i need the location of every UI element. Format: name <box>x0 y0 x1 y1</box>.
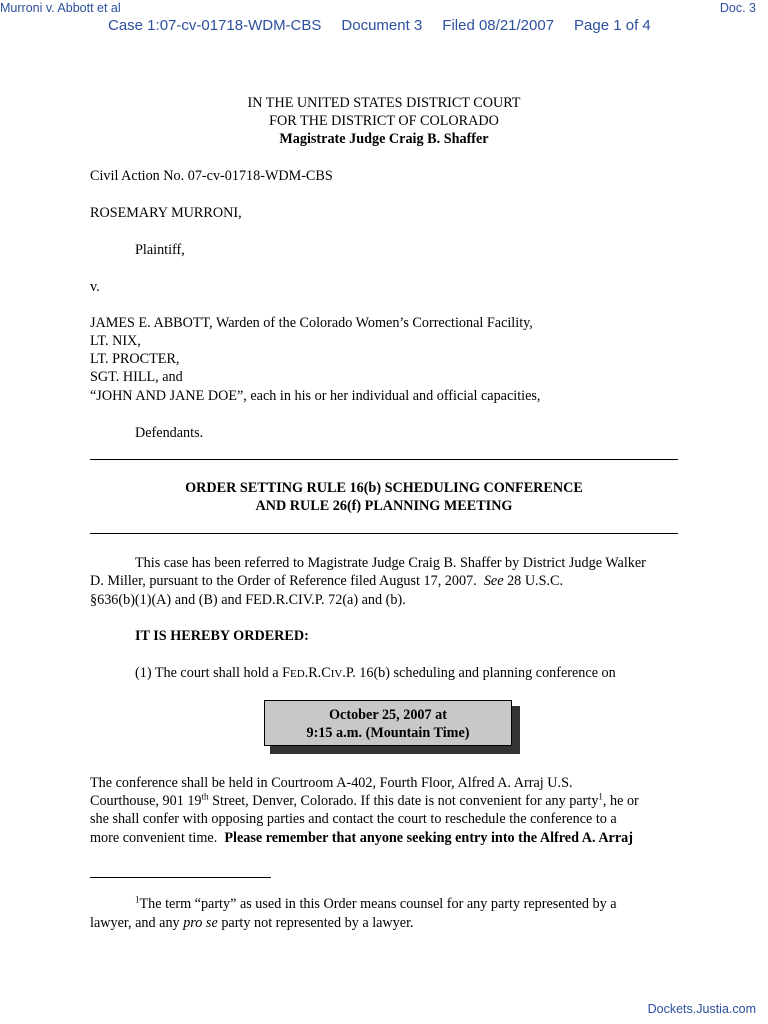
stamp-page: Page 1 of 4 <box>574 17 651 34</box>
para2-text-b: Street, Denver, Colorado. If this date is not convenient for any party <box>208 793 599 809</box>
footnote-text-b: party not represented by a lawyer. <box>217 915 414 931</box>
plaintiff-label: Plaintiff, <box>135 242 185 258</box>
judge-name: Magistrate Judge Craig B. Shaffer <box>279 131 489 147</box>
footnote-text: The term “party” as used in this Order means counsel for any party represented by a <box>139 896 617 912</box>
para1-citation: 28 U.S.C. <box>503 573 564 589</box>
divider-bottom <box>90 533 678 534</box>
stamp-document: Document 3 <box>341 17 423 34</box>
footnote-mark: 1 <box>135 894 140 905</box>
filing-stamp <box>108 17 671 34</box>
case-name-link[interactable]: Murroni v. Abbott et al <box>0 1 121 15</box>
see-signal: See <box>483 573 504 589</box>
para2-line-2 <box>90 792 639 810</box>
defendant-line: LT. NIX, <box>90 333 141 349</box>
plaintiff-name: ROSEMARY MURRONI, <box>90 205 242 221</box>
court-line-1: IN THE UNITED STATES DISTRICT COURT <box>247 95 521 111</box>
para2-text-a: Courthouse, 901 19 <box>90 793 202 809</box>
datebox-date: October 25, 2007 at <box>329 707 447 723</box>
para1-text: D. Miller, pursuant to the Order of Reference filed August 17, 2007. <box>90 573 477 589</box>
para2-line-3: she shall confer with opposing parties and contact the court to reschedule the conference to a <box>90 811 617 827</box>
footnote-text-a: lawyer, and any <box>90 915 184 931</box>
doc-link[interactable]: Doc. 3 <box>719 1 756 15</box>
footnote-pro-se: pro se <box>183 915 218 931</box>
item1-mid: .R.C <box>304 665 331 681</box>
divider-top <box>90 459 678 460</box>
stamp-case: Case 1:07-cv-01718-WDM-CBS <box>108 17 322 34</box>
footnote-divider <box>90 877 271 878</box>
footnote-ref: 1 <box>598 791 603 802</box>
conference-datebox <box>264 700 512 746</box>
item1-iv: IV <box>330 668 343 680</box>
footnote-line-1 <box>135 895 617 913</box>
defendant-line: JAMES E. ABBOTT, Warden of the Colorado Women’s Correctional Facility, <box>90 315 533 331</box>
defendant-line: SGT. HILL, and <box>90 369 183 385</box>
defendant-line: LT. PROCTER, <box>90 351 180 367</box>
stamp-filed: Filed 08/21/2007 <box>442 17 555 34</box>
court-line-2: FOR THE DISTRICT OF COLORADO <box>269 113 499 129</box>
defendants-label: Defendants. <box>135 425 204 441</box>
item1-prefix: (1) The court shall hold a F <box>135 665 290 681</box>
order-title-line-1: ORDER SETTING RULE 16(b) SCHEDULING CONFERENCE <box>185 480 583 496</box>
para2-bold: Please remember that anyone seeking entry into the Alfred A. Arraj <box>224 830 633 846</box>
para2-text-c: , he or <box>602 793 639 809</box>
ordinal-sup: th <box>201 791 209 802</box>
para2-text-d: more convenient time. <box>90 830 225 846</box>
para1-line-3: §636(b)(1)(A) and (B) and FED.R.CIV.P. 72(a) and (b). <box>90 592 406 608</box>
ordered-heading: IT IS HEREBY ORDERED: <box>135 628 309 644</box>
civil-action: Civil Action No. 07-cv-01718-WDM-CBS <box>90 168 333 184</box>
para2-line-4 <box>90 829 633 847</box>
item1-ed: ED <box>289 668 305 680</box>
datebox-time: 9:15 a.m. (Mountain Time) <box>306 725 470 741</box>
para1-line-1: This case has been referred to Magistrate Judge Craig B. Shaffer by District Judge Walker <box>135 555 646 571</box>
versus: v. <box>90 279 100 295</box>
item-1 <box>135 664 616 683</box>
para1-line-2 <box>90 572 563 590</box>
para2-line-1: The conference shall be held in Courtroom A-402, Fourth Floor, Alfred A. Arraj U.S. <box>90 775 573 791</box>
footnote-line-2 <box>90 914 414 932</box>
item1-suffix: .P. 16(b) scheduling and planning conference on <box>342 665 616 681</box>
defendant-line: “JOHN AND JANE DOE”, each in his or her individual and official capacities, <box>90 388 541 404</box>
justia-link[interactable]: Dockets.Justia.com <box>647 1002 756 1016</box>
order-title-line-2: AND RULE 26(f) PLANNING MEETING <box>255 498 513 514</box>
